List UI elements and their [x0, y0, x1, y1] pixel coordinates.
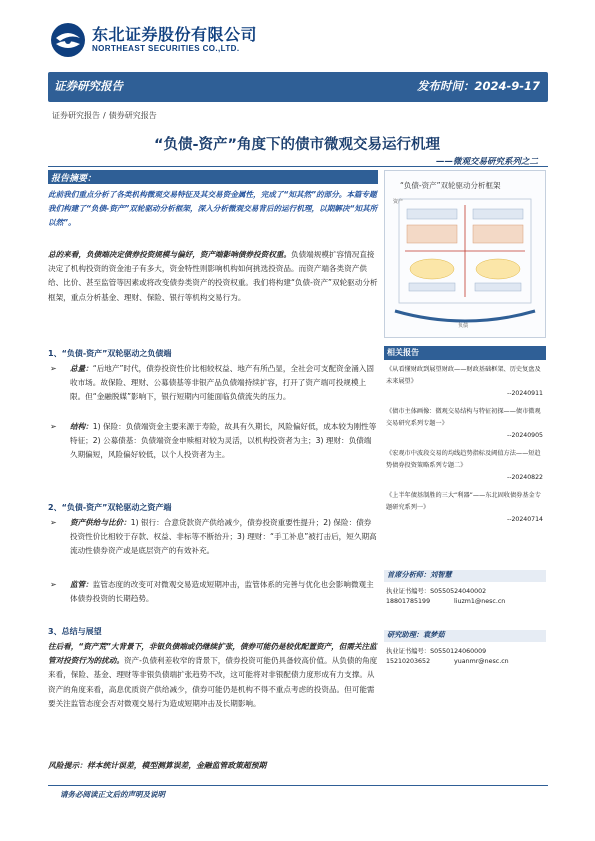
analyst-phone: 18801785199	[386, 598, 431, 605]
bullet-text: 监管态度的改变可对微观交易造成短期冲击，监管体系的完善与优化也会影响微观主体债券投资的长期趋势。	[70, 580, 374, 604]
framework-label: 资产	[393, 199, 404, 205]
bullet-text: 1) 银行：合意贷款资产供给减少，债券投资重要性提升；2) 保险：债券投资性价比相较于存款、权益、非标等不断抬升；3) 理财：“手工补息”被打击后，短久期高流动性债券资产或是底层资产的有效补充。	[70, 518, 377, 556]
bullet-arrow-icon: ➢	[50, 422, 57, 431]
section-heading: 1、“负债-资产”双轮驱动之负债端	[48, 349, 172, 358]
framework-diagram	[385, 171, 545, 337]
abstract-summary	[48, 248, 378, 305]
risk-warning: 风险提示：样本统计误差，模型测算误差，金融监管政策超预期	[48, 761, 267, 770]
logo-emblem-icon	[50, 22, 86, 58]
analyst-cert: 执业证书编号：S0550124060009	[386, 648, 487, 655]
abstract-intro: 此前我们重点分析了各类机构微观交易特征及其交易资金属性，完成了“知其然”的部分。本篇专题我们构建了“负债-资产”双轮驱动分析框架，深入分析微观交易背后的运行机理，以期解决“知其所以然”。	[48, 190, 378, 228]
list-item	[48, 578, 378, 606]
related-reports-heading: 相关报告	[387, 348, 419, 357]
analyst-email-link[interactable]: yuanmr@nesc.cn	[454, 658, 509, 665]
section-heading: 2、“负债-资产”双轮驱动之资产端	[48, 503, 172, 512]
report-banner	[48, 72, 548, 102]
bullet-text: “后地产”时代，债券投资性价比相较权益、地产有所凸显，全社会可支配资金涌入固收市场。故保险、理财、公募债基等非银产品负债端持续扩容，打开了资产端可投规模上限。但“金融脱媒”影响下，银行短期内可能面临负债流失的压力。	[70, 364, 375, 402]
analyst-cert: 执业证书编号：S0550524040002	[386, 588, 487, 595]
related-report-date: --20240714	[507, 516, 543, 523]
related-report-link[interactable]: 《债市主体画像：微观交易结构与特征初探——债市微观交易研究系列专题一》	[386, 408, 541, 427]
conclusion-paragraph	[48, 640, 378, 711]
related-report-date: --20240911	[507, 390, 543, 397]
footer-disclaimer-link[interactable]: 请务必阅读正文后的声明及说明	[60, 790, 165, 799]
analyst-phone: 15210203652	[386, 658, 431, 665]
section-heading: 3、总结与展望	[48, 627, 102, 636]
bullet-lead: 总量：	[70, 364, 93, 373]
title-divider	[48, 166, 548, 167]
bullet-lead: 监管：	[70, 580, 93, 589]
summary-text: 负债端规模扩容情况直接决定了机构投资的资金池子有多大，资金特性则影响机构如何挑选投资品。而资产端各类资产供给、比价、甚至监管等因素或将改变债券类资产的投资权重。我们将构建“负债-资产”双轮驱动分析框架，重点分析基金、理财、保险、银行等机构交易行为。	[48, 250, 378, 302]
list-item	[48, 516, 378, 559]
list-item	[48, 362, 378, 405]
page-title: “负债-资产”角度下的债市微观交易运行机理	[153, 137, 441, 153]
breadcrumb-item: 证券研究报告	[52, 111, 100, 120]
breadcrumb-separator: /	[103, 111, 106, 120]
report-type-label: 证券研究报告	[54, 79, 123, 93]
company-logo	[50, 20, 290, 64]
bullet-lead: 资产供给与比价：	[70, 518, 131, 527]
analyst-heading-bar	[384, 630, 546, 642]
publish-date: 发布时间：2024-9-17	[416, 79, 540, 93]
breadcrumb	[52, 110, 157, 121]
bullet-arrow-icon: ➢	[50, 364, 57, 373]
related-report-link[interactable]: 《宏观市中波段交易的均线趋势指标及阈值方法——短趋势债券投资策略系列专题二》	[386, 450, 541, 469]
logo-cn-text: 东北证券股份有限公司	[92, 25, 258, 44]
bullet-lead: 结构：	[70, 422, 93, 431]
related-reports-heading-bar	[384, 346, 546, 360]
analyst-role: 研究助理：袁梦茹	[387, 630, 445, 639]
abstract-heading: 报告摘要：	[51, 174, 97, 184]
analyst-role: 首席分析师：刘智慧	[387, 570, 452, 579]
analyst-email-link[interactable]: liuzm1@nesc.cn	[454, 598, 506, 605]
framework-title: “负债-资产”双轮驱动分析框架	[400, 181, 501, 190]
abstract-heading-bar	[48, 170, 378, 184]
framework-label: 负债	[458, 323, 469, 329]
related-report-date: --20240822	[507, 474, 543, 481]
page-subtitle: ——微观交易研究系列之二	[435, 157, 538, 167]
summary-lead: 总的来看，负债端决定债券投资规模与偏好，资产端影响债券投资权重。	[48, 250, 291, 259]
footer-divider	[48, 785, 548, 786]
related-report-link[interactable]: 《从看懂财政到展望财政——财政基础框架、历史复盘及未来展望》	[386, 366, 541, 385]
breadcrumb-item: 债券研究报告	[108, 111, 157, 120]
analyst-heading-bar	[384, 570, 546, 582]
bullet-arrow-icon: ➢	[50, 580, 57, 589]
conclusion-lead: 往后看，“资产荒”大背景下，非银负债端或仍继续扩张，债券可能仍是较优配置资产，但需关注监管对投资行为的扰动。	[48, 642, 377, 666]
logo-en-text: NORTHEAST SECURITIES CO.,LTD.	[92, 44, 240, 53]
bullet-arrow-icon: ➢	[50, 518, 57, 527]
list-item	[48, 420, 378, 463]
framework-figure	[384, 170, 546, 338]
bullet-text: 1) 保险：负债端资金主要来源于寿险，故具有久期长，风险偏好低，成本较为刚性等特征；2) 公募债基：负债端资金申赎相对较为灵活，以机构投资者为主；3) 理财：负债端久期偏短，风险偏好较低，以个人投资者为主。	[70, 422, 377, 460]
related-report-date: --20240905	[507, 432, 543, 439]
related-report-link[interactable]: 《上半年债基制胜的三大“利器”——东北固收债券基金专题研究系列一》	[386, 492, 541, 511]
conclusion-text: 资产-负债利差收窄的背景下，债券投资可能仍具备较高价值。从负债的角度来看，保险、基金、理财等非银负债端扩张趋势不改，这可能将对非银配债力度形成有力支撑。从资产的角度来看，高息优质资产供给减少，债券可能仍是机构不得不重点考虑的投资品。但可能需要关注监管态度会否对微观交易行为造成短期冲击及长期影响。	[48, 656, 378, 708]
